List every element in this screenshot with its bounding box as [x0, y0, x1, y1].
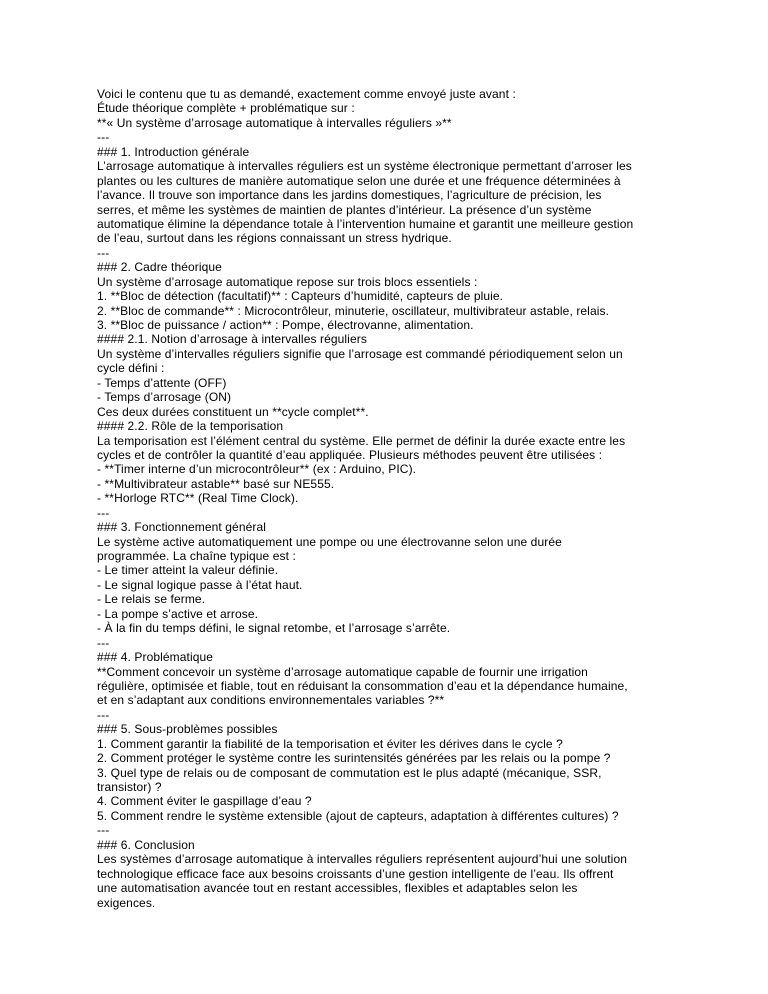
text-line: **Comment concevoir un système d’arrosage automatique capable de fournir une irrigation [97, 664, 588, 679]
text-line: Un système d’arrosage automatique repose sur trois blocs essentiels : [97, 274, 478, 289]
text-line: Le système active automatiquement une pompe ou une électrovanne selon une durée [97, 534, 562, 549]
text-line: 2. Comment protéger le système contre les surintensités générées par les relais ou la pompe ? [97, 751, 611, 766]
text-line: exigences. [97, 895, 156, 910]
text-line: 2. **Bloc de commande** : Microcontrôleur, minuterie, oscillateur, multivibrateur astable, relais. [97, 303, 610, 318]
text-line: ### 3. Fonctionnement général [97, 520, 267, 535]
text-line: programmée. La chaîne typique est : [97, 549, 296, 563]
text-line: - À la fin du temps défini, le signal retombe, et l’arrosage s’arrête. [97, 621, 451, 636]
text-line: --- [97, 505, 110, 520]
text-line: cycle défini : [97, 361, 165, 376]
text-line: serres, et même les systèmes de maintien de plantes d’intérieur. La présence d’un système [97, 202, 592, 217]
text-line: --- [97, 823, 110, 838]
text-line: 4. Comment éviter le gaspillage d’eau ? [97, 794, 312, 809]
text-line: plantes ou les cultures de manière automatique selon une durée et une fréquence déterminées à [97, 173, 621, 188]
text-line: **« Un système d’arrosage automatique à intervalles réguliers »** [97, 115, 452, 130]
text-line: 1. **Bloc de détection (facultatif)** : Capteurs d’humidité, capteurs de pluie. [97, 289, 504, 304]
text-line: - La pompe s’active et arrose. [97, 606, 259, 621]
text-line: - Le relais se ferme. [97, 592, 206, 607]
text-line: transistor) ? [97, 780, 162, 794]
text-line: - Temps d’arrosage (ON) [97, 390, 232, 405]
text-line: ### 1. Introduction générale [97, 144, 250, 159]
text-line: de l’eau, surtout dans les régions connaissant un stress hydrique. [97, 231, 452, 246]
text-line: --- [97, 245, 110, 260]
text-line: 5. Comment rendre le système extensible (ajout de capteurs, adaptation à différentes cultures) ? [97, 808, 619, 823]
text-line: Voici le contenu que tu as demandé, exactement comme envoyé juste avant : [97, 87, 516, 101]
text-line: L’arrosage automatique à intervalles réguliers est un système électronique permettant d’arroser les [97, 159, 632, 174]
text-line: La temporisation est l’élément central du système. Elle permet de définir la durée exacte entre les [97, 433, 626, 448]
text-line: Les systèmes d’arrosage automatique à intervalles réguliers représentent aujourd’hui une solution [97, 852, 627, 867]
text-line: 3. Quel type de relais ou de composant de commutation est le plus adapté (mécanique, SSR, [97, 765, 602, 780]
text-line: --- [97, 707, 110, 722]
text-line: - **Horloge RTC** (Real Time Clock). [97, 491, 299, 506]
text-line: Ces deux durées constituent un **cycle complet**. [97, 404, 369, 419]
text-line: l’avance. Il trouve son importance dans les jardins domestiques, l’agriculture de précision, les [97, 188, 602, 203]
text-line: Étude théorique complète + problématique sur : [97, 101, 355, 116]
text-line: une automatisation avancée tout en restant accessibles, flexibles et adaptables selon les [97, 881, 578, 896]
text-line: 3. **Bloc de puissance / action** : Pompe, électrovanne, alimentation. [97, 318, 474, 332]
text-line: ### 2. Cadre théorique [97, 260, 222, 275]
text-line: régulière, optimisée et fiable, tout en réduisant la consommation d’eau et la dépendance humaine, [97, 678, 628, 693]
text-line: #### 2.2. Rôle de la temporisation [97, 419, 284, 434]
text-line: - Temps d’attente (OFF) [97, 375, 227, 390]
text-line: - Le signal logique passe à l’état haut. [97, 577, 303, 592]
text-line: --- [97, 130, 110, 145]
text-line: et en s’adaptant aux conditions environnementales variables ?** [97, 693, 445, 708]
text-line: #### 2.1. Notion d’arrosage à intervalles réguliers [97, 332, 367, 347]
text-line: - Le timer atteint la valeur définie. [97, 563, 279, 578]
text-line: - **Timer interne d’un microcontrôleur** (ex : Arduino, PIC). [97, 462, 417, 477]
text-line: technologique efficace face aux besoins croissants d’une gestion intelligente de l’eau. Ils offrent [97, 866, 614, 881]
text-line: --- [97, 635, 110, 650]
text-line: ### 4. Problématique [97, 650, 214, 665]
text-line: ### 6. Conclusion [97, 837, 195, 852]
text-line: automatique élimine la dépendance totale à l’intervention humaine et garantit une meilleure gestion [97, 216, 634, 231]
text-line: - **Multivibrateur astable** basé sur NE555. [97, 476, 335, 491]
text-line: 1. Comment garantir la fiabilité de la temporisation et éviter les dérives dans le cycle ? [97, 736, 563, 751]
document-text [97, 87, 697, 910]
text-line: ### 5. Sous-problèmes possibles [97, 722, 278, 737]
text-line: cycles et de contrôler la quantité d’eau appliquée. Plusieurs méthodes peuvent être utilisées : [97, 447, 603, 462]
text-line: Un système d’intervalles réguliers signifie que l’arrosage est commandé périodiquement selon un [97, 346, 623, 361]
